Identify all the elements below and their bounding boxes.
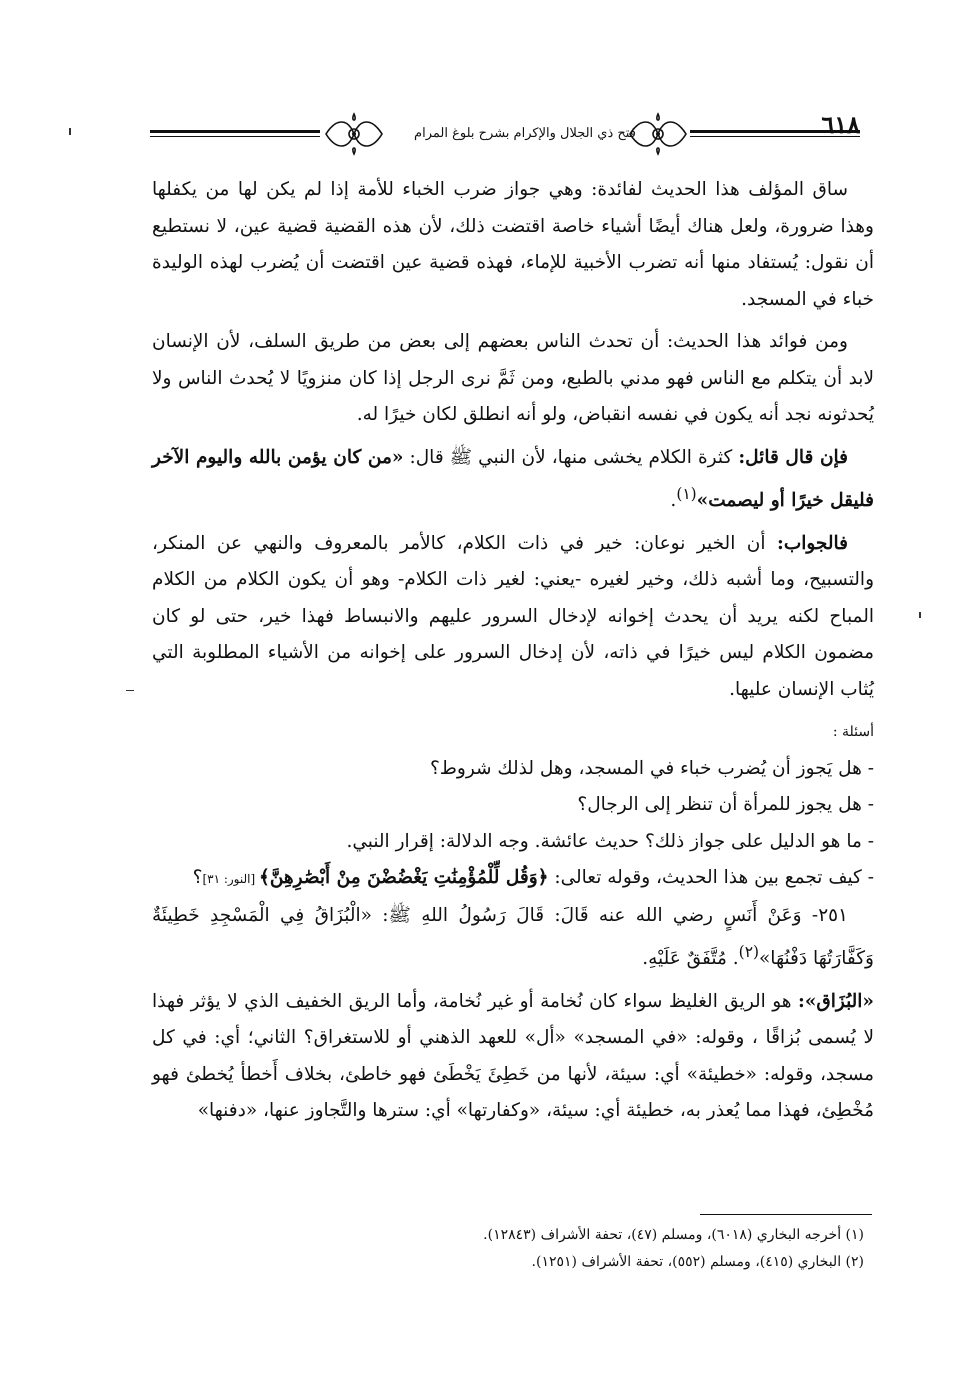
explanation-lead: «البُزَاق»: [797,990,874,1012]
questions-label: أسئلة : [832,724,874,741]
scan-speck [126,690,134,691]
footnote-1: (١) أخرجه البخاري (٦٠١٨)، ومسلم (٤٧)، تحفة الأشراف (١٢٨٤٣). [483,1227,864,1243]
question-3: - ما هو الدليل على جواز ذلك؟ حديث عائشة. وجه الدلالة: إقرار النبي. [346,830,874,852]
answer-lead: فالجواب: [776,532,848,554]
paragraph-benefits: ومن فوائد هذا الحديث: أن تحدث الناس بعضهم إلى بعض من طريق السلف، لأن الإنسان لابد أن يتكلم مع الناس فهو مدني بالطبع، ومن ثَمَّ نرى الرجل إذا كان منزويًا لا يُحدث الناس ولا يُحدثونه نجد أنه يكون في نفسه انقباض، ولو أنه انطلق لكان خيرًا له. [152,331,874,425]
header-rule-left-thin [150,136,320,137]
footnote-marker-2: (٢) [738,943,759,962]
footnote-separator [700,1214,872,1215]
hadith-quote: «من كان يؤمن بالله واليوم الآخر فليقل خيرًا أو ليصمت» [152,446,874,512]
question-4-end: ؟ [192,867,203,889]
objection-end: . [670,490,677,512]
question-4 [152,860,874,898]
footnotes [300,1222,864,1276]
page-number: ٦١٨ [821,110,860,139]
paragraph-objection [152,440,874,520]
objection-lead: فإن قال قائل: [738,446,849,468]
answer-text: أن الخير نوعان: خير في ذات الكلام، كالأمر بالمعروف والنهي عن المنكر، والتسبيح، وما أشبه ذلك، وخير لغيره -يعني: لغير ذات الكلام- وهو أن يكون الكلام من الكلام المباح لكنه يريد أن يحدث إخوانه لإدخال السرور عليهم والانبساط فهذا خير، حتى لو كان مضمون الكلام ليس خيرًا في ذاته، لأن إدخال السرور على إخوانه من الأشياء المطلوبة التي يُثاب الإنسان عليها. [152,532,875,700]
header-ornament-icon [322,110,386,158]
scan-speck [919,612,921,618]
page-header [150,108,880,164]
footnote-2: (٢) البخاري (٤١٥)، ومسلم (٥٥٢)، تحفة الأشراف (١٢٥١). [531,1254,864,1270]
question-1: - هل يَجوز أن يُضرب خباء في المسجد، وهل لذلك شروط؟ [429,757,874,779]
paragraph-intro: ساق المؤلف هذا الحديث لفائدة: وهي جواز ضرب الخباء للأمة إذا لم يكن لها من يكفلها وهذا ضرورة، ولعل هناك أيضًا أشياء خاصة اقتضت ذلك، لأن هذه القضية قضية عين، لا نستطيع أن نقول: يُستفاد منها أنه تضرب الأخبية للإماء، فهذه قضية عين اقتضت أن يُضرب لهذه الوليدة خباء في المسجد. [152,179,874,310]
verse-reference: [النور: ٣١] [202,872,259,887]
objection-text: كثرة الكلام يخشى منها، لأن النبي ﷺ قال: [403,446,739,468]
running-title: فتح ذي الجلال والإكرام بشرح بلوغ المرام [414,126,636,141]
header-rule-left [150,130,320,133]
scan-speck [69,128,71,135]
quran-verse: ﴿وَقُل لِّلْمُؤْمِنَٰتِ يَغْضُضْنَ مِنْ أَبْصَٰرِهِنَّ﴾ [258,867,549,889]
hadith-text: ٢٥١- وَعَنْ أَنَسٍ رضي الله عنه قَالَ: قَالَ رَسُولُ اللهِ ﷺ: «الْبُزَاقُ فِي الْمَسْجِدِ خَطِيئَةٌ وَكَفَّارَتُهَا دَفْنُهَا» [152,904,874,970]
header-ornament-icon [626,110,690,158]
main-text [152,172,874,1136]
explanation-text: هو الريق الغليظ سواء كان نُخامة أو غير نُخامة، وأما الريق الخفيف الذي لا يؤثر فهذا لا يُسمى بُزاقًا ، وقوله: «في المسجد» «أل» للعهد الذهني أو للاستغراق؟ الثاني؛ أي: في كل مسجد، وقوله: «خطيئة» أي: سيئة، لأنها من خَطِئَ يَخْطَئ فهو خاطئ، بخلاف أَخطأ يُخطئ فهو مُخْطِئ، فهذا مما يُعذر به، خطيئة أي: سيئة، «وكفارتها» أي: سترها والتَّجاوز عنها، «دفنها» [152,990,874,1122]
question-2: - هل يجوز للمرأة أن تنظر إلى الرجال؟ [577,794,874,816]
paragraph-explanation [152,984,874,1130]
paragraph-answer [152,526,874,709]
footnote-marker-1: (١) [676,485,697,503]
question-4-text: - كيف تجمع بين هذا الحديث، وقوله تعالى: [548,867,874,889]
hadith-end: . مُتَّفَقٌ عَلَيْهِ. [642,948,739,970]
hadith-251 [152,898,874,978]
